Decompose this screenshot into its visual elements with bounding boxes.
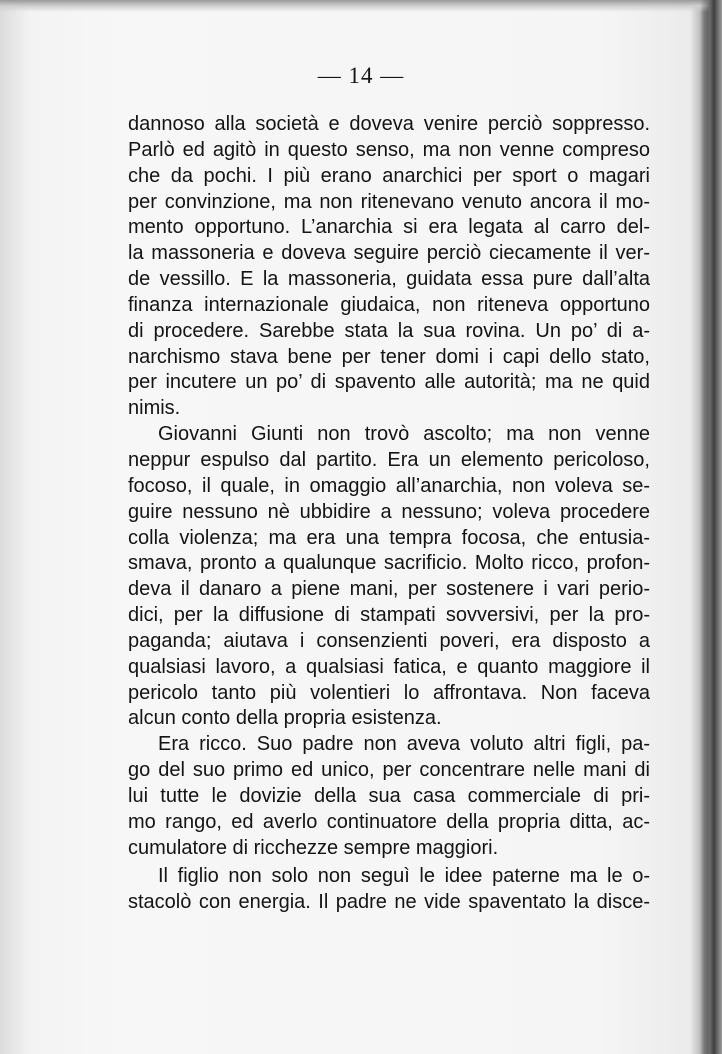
text-line: pericolo tanto più volentieri lo affrontava. Non faceva [128,681,650,704]
text-line: cumulatore di ricchezze sempre maggiori. [128,836,499,859]
text-line: guire nessuno nè ubbidire a nessuno; voleva procedere [128,500,650,523]
text-line: go del suo primo ed unico, per concentrare nelle mani di [128,759,650,782]
text-line: Parlò ed agitò in questo senso, ma non venne compreso [128,138,650,161]
text-line: focoso, il quale, in omaggio all’anarchia, non voleva se- [128,474,650,497]
page-top-edge [0,0,722,12]
text-line: per incutere un po’ di spavento alle autorità; ma ne quid [128,371,650,394]
text-line: smava, pronto a qualunque sacrificio. Molto ricco, profon- [128,552,650,575]
text-line: Era ricco. Suo padre non aveva voluto altri figli, pa- [158,733,650,756]
text-line: mento opportuno. L’anarchia si era legata al carro del- [128,216,650,239]
text-line: dannoso alla società e doveva venire perciò soppresso. [128,113,650,135]
text-line: per convinzione, ma non ritenevano venuto ancora il mo- [128,190,650,213]
text-line: colla violenza; ma era una tempra focosa, che entusia- [128,526,650,549]
text-line: narchismo stava bene per tener domi i capi dello stato, [128,345,650,368]
body-text [128,112,650,916]
text-line: stacolò con energia. Il padre ne vide spaventato la disce- [128,891,650,914]
page-number: — 14 — [317,63,405,88]
text-line: Giovanni Giunti non trovò ascolto; ma non venne [158,423,650,446]
text-line: nimis. [128,397,181,420]
text-line: neppur espulso dal partito. Era un elemento pericoloso, [128,448,650,471]
text-line: finanza internazionale giudaica, non riteneva opportuno [128,293,650,316]
text-line: paganda; aiutava i consenzienti poveri, era disposto a [128,629,650,652]
text-line: dici, per la diffusione di stampati sovversivi, per la pro- [128,604,650,627]
text-line: de vessillo. E la massoneria, guidata essa pure dall’alta [128,268,650,291]
text-line: di procedere. Sarebbe stata la sua rovina. Un po’ di a- [128,319,650,342]
page-binding-edge [700,0,722,1054]
text-line: mo rango, ed averlo continuatore della propria ditta, ac- [128,810,650,833]
text-line: alcun conto della propria esistenza. [128,707,442,730]
text-line: la massoneria e doveva seguire perciò ciecamente il ver- [128,242,650,265]
text-line: lui tutte le dovizie della sua casa commerciale di pri- [128,784,650,807]
text-line: che da pochi. I più erano anarchici per sport o magari [128,164,650,187]
text-line: deva il danaro a piene mani, per sostenere i vari perio- [128,578,650,601]
text-line: qualsiasi lavoro, a qualsiasi fatica, e quanto maggiore il [128,655,650,678]
text-line: Il figlio non solo non seguì le idee paterne ma le o- [158,865,650,888]
